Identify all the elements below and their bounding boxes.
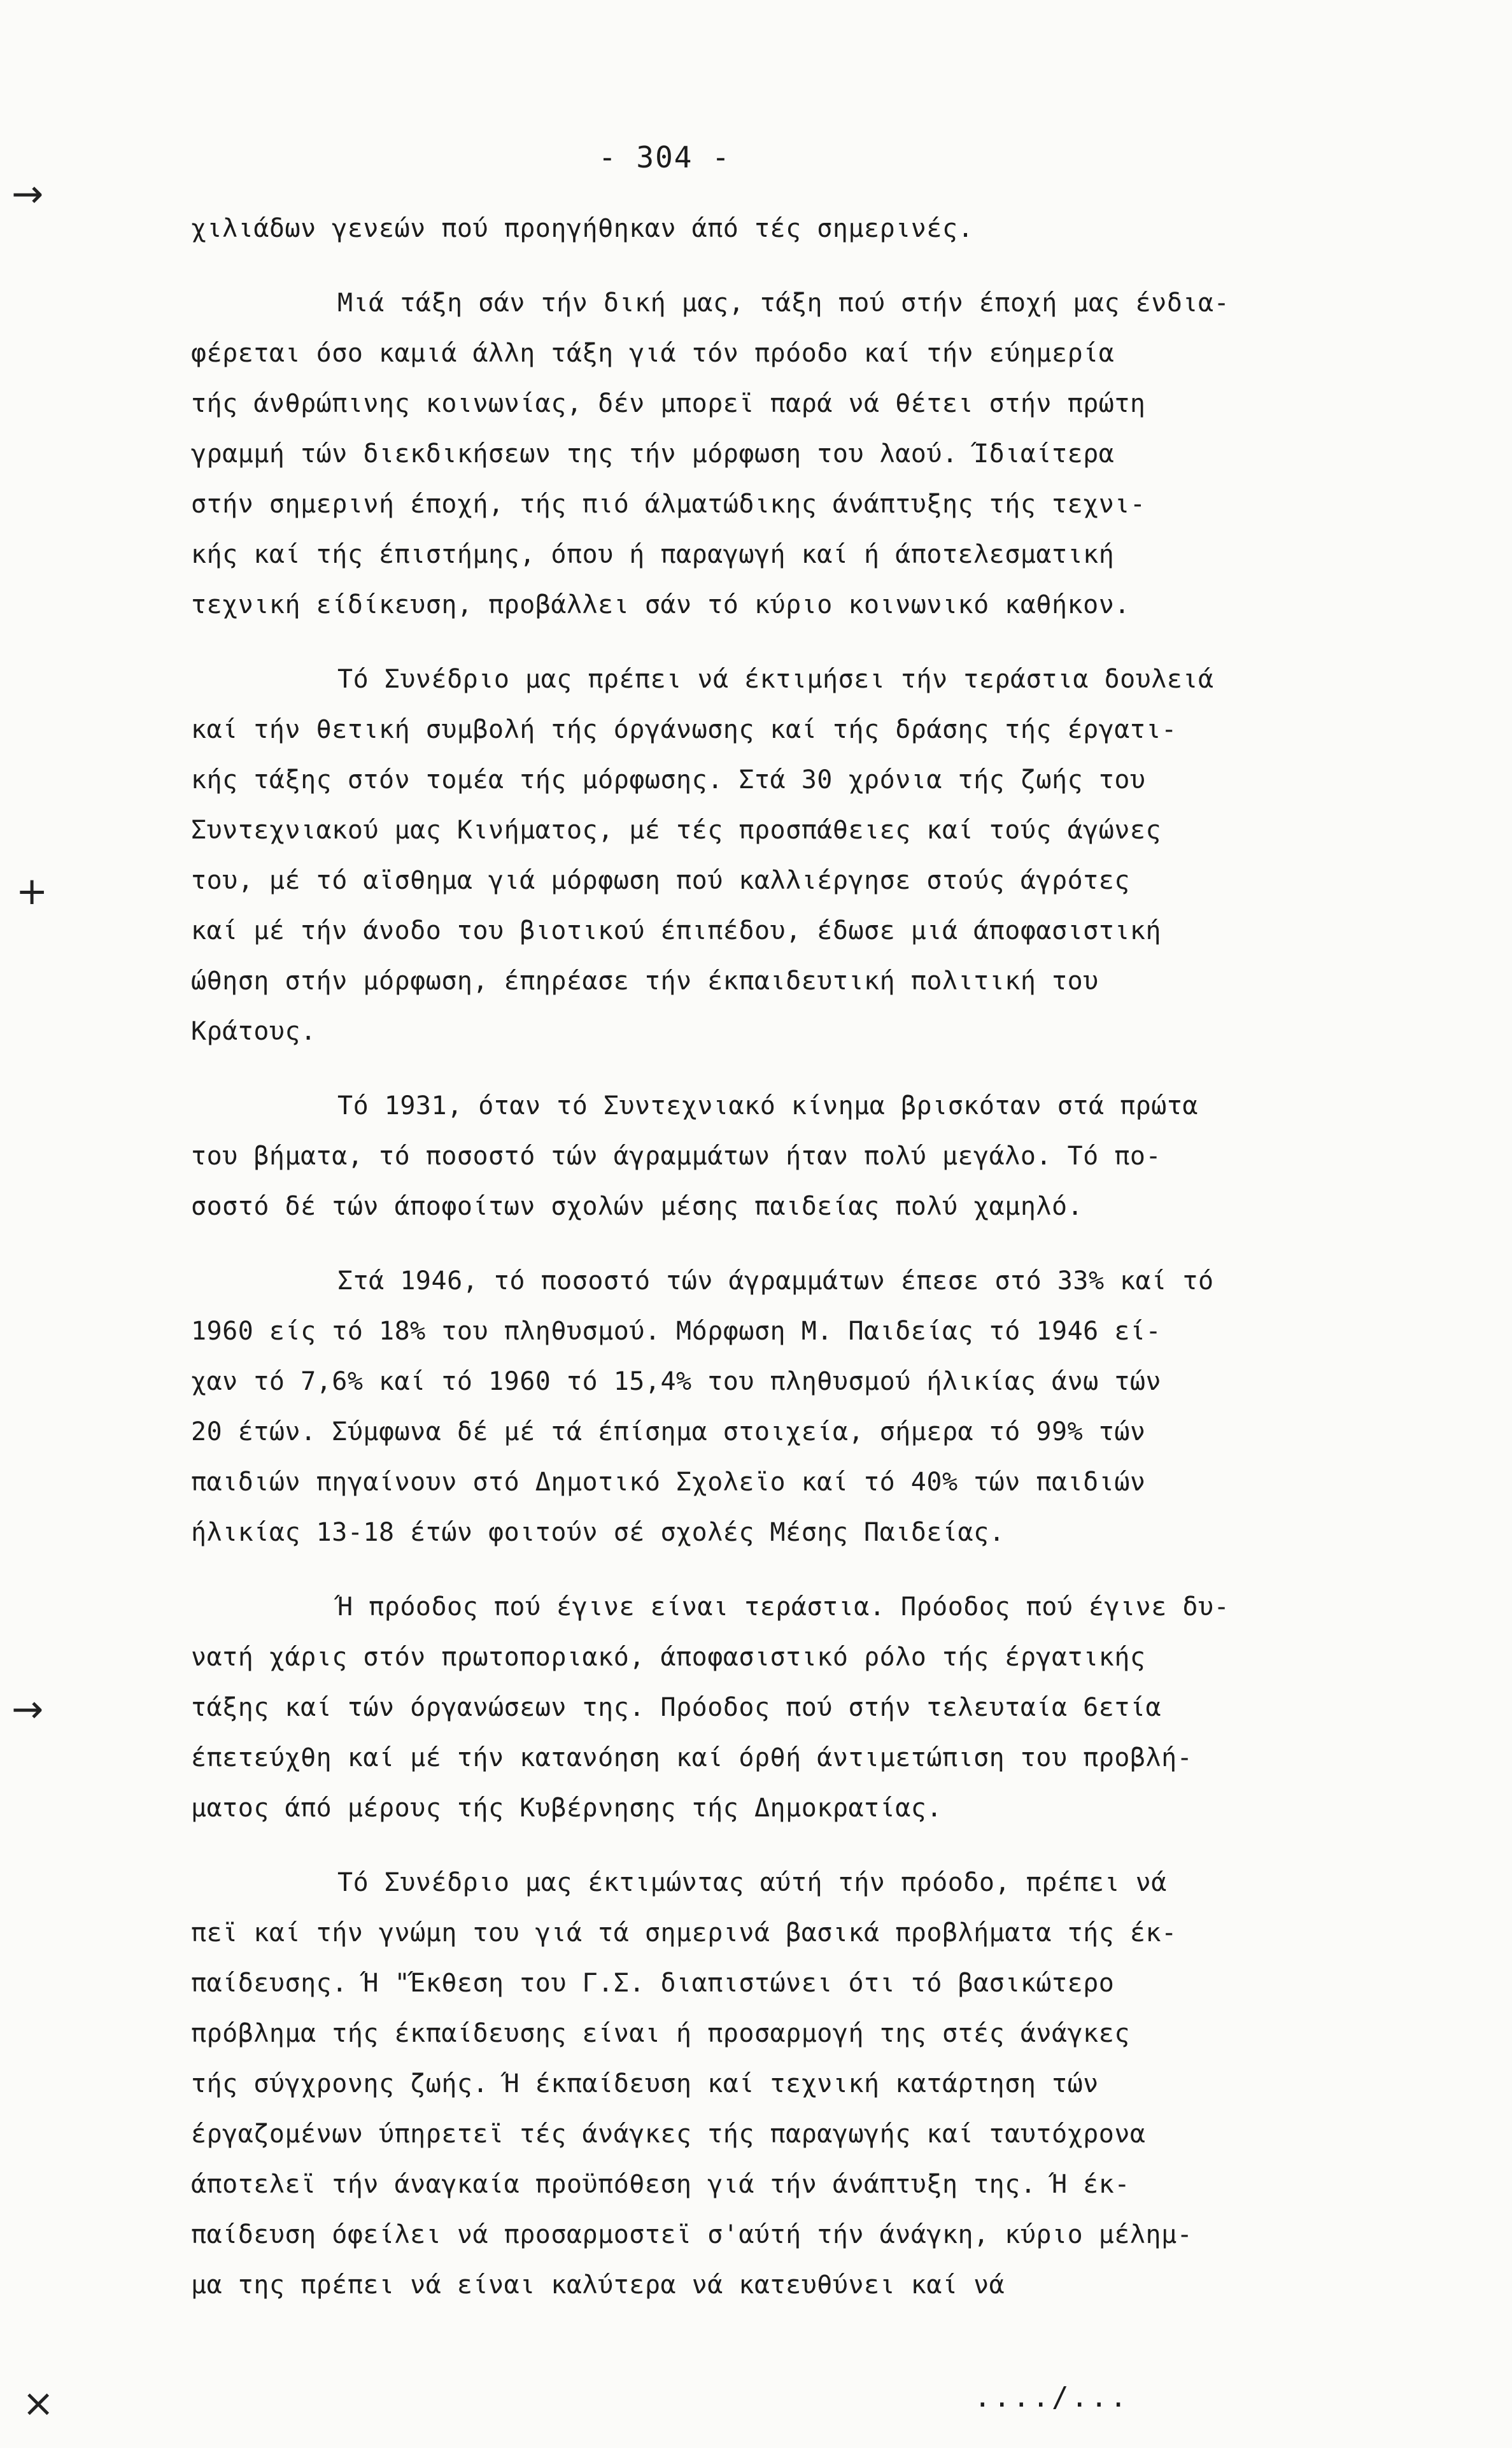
text-line: γραμμή τών διεκδικήσεων της τήν μόρφωση του λαού. Ίδιαίτερα (191, 439, 1115, 469)
text-line: Μιά τάξη σάν τήν δική μας, τάξη πού στήν έποχή μας ένδια- (337, 288, 1230, 318)
paragraph (191, 204, 1337, 254)
text-line: του, μέ τό αϊσθημα γιά μόρφωση πού καλλιέργησε στούς άγρότες (191, 866, 1130, 895)
margin-cross-mark: × (22, 2381, 55, 2426)
text-line: ματος άπό μέρους τής Κυβέρνησης τής Δημοκρατίας. (191, 1794, 942, 1823)
text-line: νατή χάρις στόν πρωτοποριακό, άποφασιστικό ρόλο τής έργατικής (191, 1643, 1146, 1672)
page-number: - 304 - (598, 140, 731, 174)
text-line: Ή πρόοδος πού έγινε είναι τεράστια. Πρόοδος πού έγινε δυ- (337, 1592, 1230, 1622)
paragraph (191, 1858, 1337, 2310)
text-line: έργαζομένων ύπηρετεϊ τές άνάγκες τής παραγωγής καί ταυτόχρονα (191, 2119, 1146, 2149)
text-line: 20 έτών. Σύμφωνα δέ μέ τά έπίσημα στοιχεία, σήμερα τό 99% τών (191, 1417, 1146, 1447)
text-line: χαν τό 7,6% καί τό 1960 τό 15,4% του πληθυσμού ήλικίας άνω τών (191, 1367, 1162, 1396)
margin-cross-mark: + (16, 869, 48, 914)
text-line: σοστό δέ τών άποφοίτων σχολών μέσης παιδείας πολύ χαμηλό. (191, 1192, 1084, 1221)
text-line: χιλιάδων γενεών πού προηγήθηκαν άπό τές σημερινές. (191, 214, 974, 243)
text-line: στήν σημερινή έποχή, τής πιό άλματώδικης άνάπτυξης τής τεχνι- (191, 490, 1146, 519)
text-line: τάξης καί τών όργανώσεων της. Πρόοδος πού στήν τελευταία 6ετία (191, 1693, 1162, 1722)
text-line: 1960 είς τό 18% του πληθυσμού. Μόρφωση Μ. Παιδείας τό 1946 εί- (191, 1317, 1162, 1346)
text-line: Τό Συνέδριο μας πρέπει νά έκτιμήσει τήν τεράστια δουλειά (337, 665, 1214, 694)
text-line: καί μέ τήν άνοδο του βιοτικού έπιπέδου, έδωσε μιά άποφασιστική (191, 916, 1162, 945)
text-line: έπετεύχθη καί μέ τήν κατανόηση καί όρθή άντιμετώπιση του προβλή- (191, 1743, 1193, 1772)
text-line: κής τάξης στόν τομέα τής μόρφωσης. Στά 30 χρόνια τής ζωής του (191, 765, 1146, 795)
continuation-mark: ..../... (974, 2381, 1129, 2414)
text-line: Τό 1931, όταν τό Συντεχνιακό κίνημα βρισκόταν στά πρώτα (337, 1091, 1199, 1121)
margin-tick-mark: → (11, 172, 44, 216)
paragraph (191, 1081, 1337, 1232)
text-line: φέρεται όσο καμιά άλλη τάξη γιά τόν πρόοδο καί τήν εύημερία (191, 339, 1115, 368)
text-line: παιδιών πηγαίνουν στό Δημοτικό Σχολεϊο καί τό 40% τών παιδιών (191, 1468, 1146, 1497)
text-line: ήλικίας 13-18 έτών φοιτούν σέ σχολές Μέσης Παιδείας. (191, 1518, 1005, 1547)
text-line: Στά 1946, τό ποσοστό τών άγραμμάτων έπεσε στό 33% καί τό (337, 1266, 1214, 1296)
text-line: καί τήν θετική συμβολή τής όργάνωσης καί τής δράσης τής έργατι- (191, 715, 1177, 744)
text-line: ώθηση στήν μόρφωση, έπηρέασε τήν έκπαιδευτική πολιτική του (191, 966, 1099, 996)
paragraph (191, 1582, 1337, 1834)
text-line: πρόβλημα τής έκπαίδευσης είναι ή προσαρμογή της στές άνάγκες (191, 2019, 1130, 2048)
text-line: τεχνική είδίκευση, προβάλλει σάν τό κύριο κοινωνικό καθήκον. (191, 590, 1130, 619)
text-line: Κράτους. (191, 1017, 316, 1046)
text-line: Συντεχνιακού μας Κινήματος, μέ τές προσπάθειες καί τούς άγώνες (191, 816, 1162, 845)
text-line: μα της πρέπει νά είναι καλύτερα νά κατευθύνει καί νά (191, 2270, 1005, 2300)
text-line: κής καί τής έπιστήμης, όπου ή παραγωγή καί ή άποτελεσματική (191, 540, 1115, 569)
paragraph (191, 278, 1337, 630)
document-body (191, 204, 1337, 2335)
text-line: παίδευσης. Ή "Έκθεση του Γ.Σ. διαπιστώνει ότι τό βασικώτερο (191, 1969, 1115, 1998)
paragraph (191, 1256, 1337, 1558)
text-line: τής άνθρώπινης κοινωνίας, δέν μπορεϊ παρά νά θέτει στήν πρώτη (191, 389, 1146, 418)
text-line: τής σύγχρονης ζωής. Ή έκπαίδευση καί τεχνική κατάρτηση τών (191, 2069, 1099, 2098)
text-line: του βήματα, τό ποσοστό τών άγραμμάτων ήταν πολύ μεγάλο. Τό πο- (191, 1142, 1162, 1171)
text-line: Τό Συνέδριο μας έκτιμώντας αύτή τήν πρόοδο, πρέπει νά (337, 1868, 1167, 1897)
text-line: πεϊ καί τήν γνώμη του γιά τά σημερινά βασικά προβλήματα τής έκ- (191, 1918, 1177, 1948)
margin-tick-mark: → (11, 1687, 44, 1732)
text-line: παίδευση όφείλει νά προσαρμοστεϊ σ'αύτή τήν άνάγκη, κύριο μέλημ- (191, 2220, 1193, 2249)
text-line: άποτελεϊ τήν άναγκαία προϋπόθεση γιά τήν άνάπτυξη της. Ή έκ- (191, 2170, 1130, 2199)
paragraph (191, 654, 1337, 1057)
